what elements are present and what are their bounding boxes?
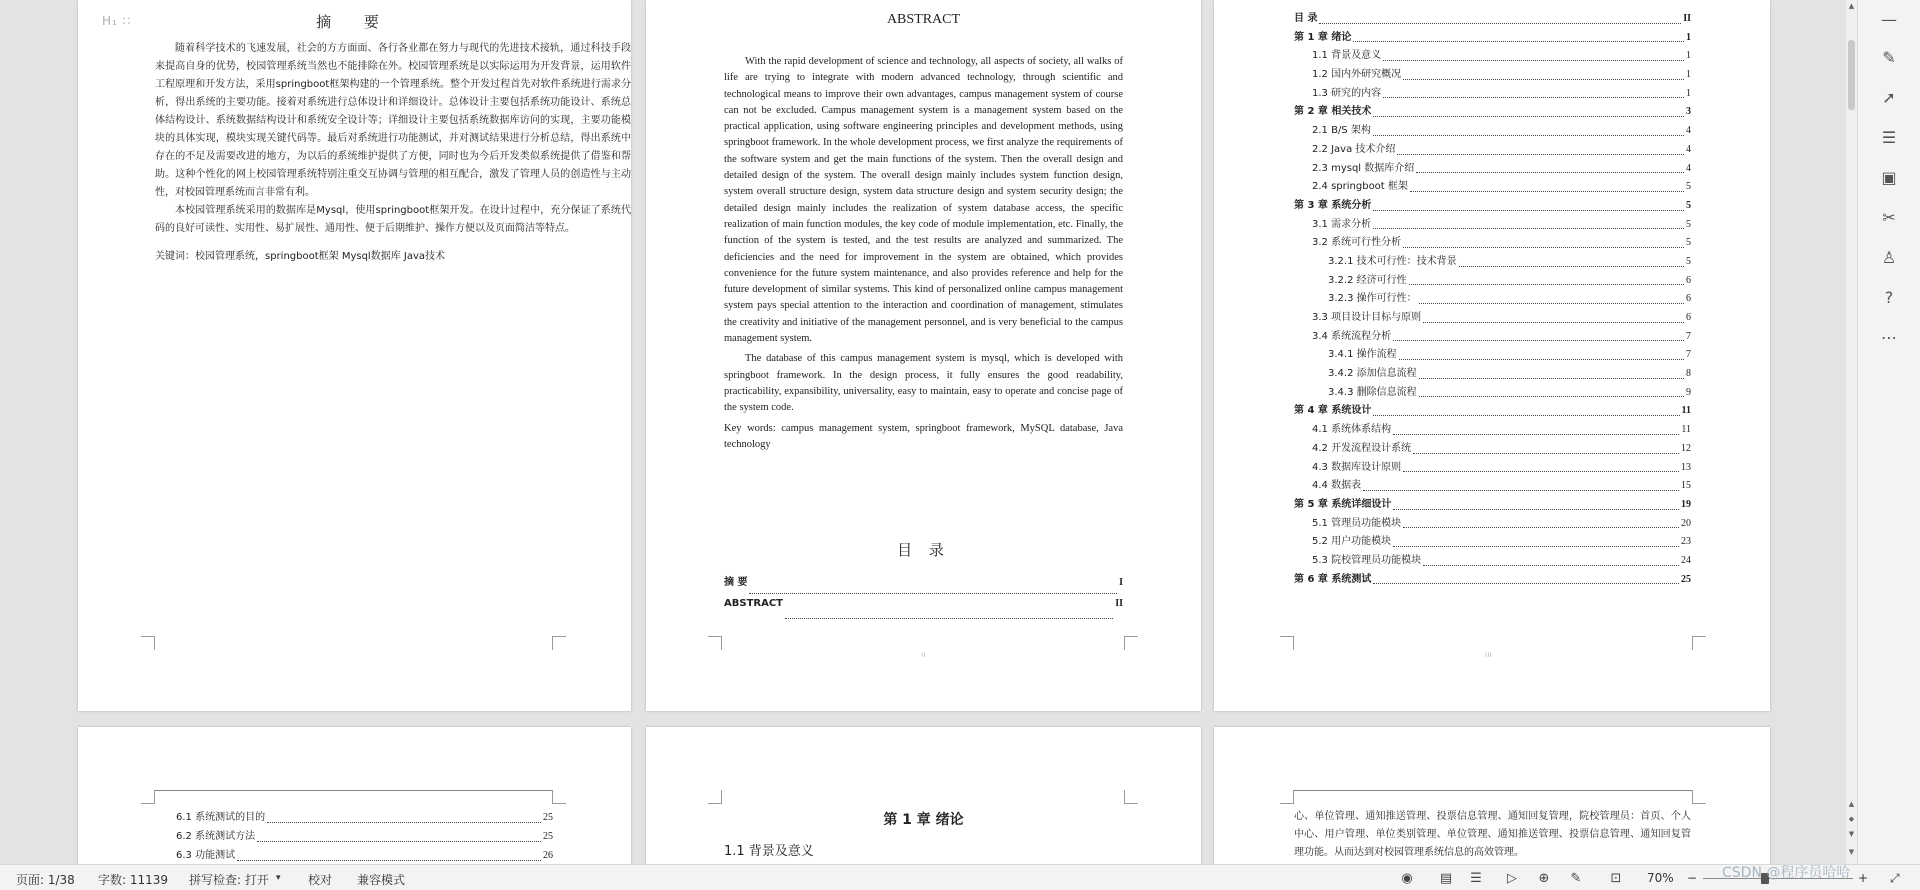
toc-entry-label: 1.3 研究的内容 [1312, 87, 1382, 99]
heading-style-icon[interactable]: H₁ ∷ [102, 14, 132, 28]
scroll-prev-page-icon[interactable]: ▲ [1848, 800, 1855, 808]
toc-entry[interactable] [1294, 532, 1691, 551]
toc-leader [237, 860, 541, 861]
toc-entry-page: 11 [1681, 405, 1691, 417]
toc-leader [1319, 23, 1681, 24]
toc-entry-label: 3.4 系统流程分析 [1312, 330, 1392, 342]
pen-edit-icon[interactable]: ✎ [1882, 47, 1896, 67]
toc-entry[interactable] [1294, 233, 1691, 252]
toc-entry-label: 3.2.1 技术可行性：技术背景 [1328, 255, 1457, 267]
toc-entry-label: 6.3 功能测试 [176, 850, 236, 861]
page-chinese-abstract[interactable] [78, 0, 631, 711]
crop-mark [1280, 636, 1294, 650]
crop-mark [1280, 790, 1294, 804]
toc-entry-label: 2.1 B/S 架构 [1312, 125, 1371, 137]
toc-entry-label: 4.1 系统体系结构 [1312, 424, 1392, 436]
page-chapter-1[interactable] [646, 727, 1201, 864]
toc-entry-page: 12 [1681, 442, 1691, 454]
proofread-button[interactable]: 校对 [308, 873, 333, 887]
toc-entry-page: 23 [1681, 536, 1691, 548]
compat-mode-label: 兼容模式 [357, 873, 406, 887]
word-count[interactable]: 字数: 11139 [98, 873, 169, 887]
toc-leader [1403, 527, 1679, 528]
page-english-abstract[interactable] [646, 0, 1201, 711]
keywords: Key words: campus management system, springboot framework, MySQL database, Java technology [724, 422, 1123, 450]
header-rule [155, 790, 553, 791]
toc-entry[interactable] [1294, 65, 1691, 84]
body-paragraph: 心、单位管理、通知推送管理、投票信息管理、通知回复管理，院校管理员：首页、个人中心、用户管理、单位类别管理、单位管理、通知推送管理、投票信息管理、通知回复管理功能。从而达到对校园管理系统信息的高效管理。 [1294, 811, 1691, 858]
toc-entry-label: 6.1 系统测试的目的 [176, 812, 266, 823]
scroll-up-icon[interactable]: ▲ [1848, 2, 1855, 10]
toc-entry-page: 1 [1686, 87, 1691, 99]
toc-entry-label: 3.2.3 操作可行性： [1328, 293, 1417, 305]
page-view-icon[interactable]: ▤ [1439, 870, 1453, 886]
toc-leader [1373, 228, 1684, 229]
toc-entry-label: 2.4 springboot 框架 [1312, 181, 1408, 193]
toc-entry-page: 1 [1686, 50, 1691, 62]
abstract-paragraph: 本校园管理系统采用的数据库是Mysql，使用springboot框架开发。在设计过程中，充分保证了系统代码的良好可读性、实用性、易扩展性、通用性、便于后期维护、操作方便以及页面简洁等特点。 [155, 205, 631, 234]
toc-entry[interactable] [1294, 514, 1691, 533]
toc-entry[interactable] [176, 827, 553, 846]
toc-entry[interactable] [1294, 439, 1691, 458]
toc-entry-page: 11 [1681, 424, 1691, 436]
crop-mark [1692, 790, 1706, 804]
toc-entry-page: 6 [1686, 293, 1691, 305]
toc-leader [1373, 135, 1684, 136]
page-title: ABSTRACT [886, 12, 961, 27]
toc-leader [749, 593, 1117, 594]
crop-mark [141, 636, 155, 650]
toc-leader [1409, 284, 1684, 285]
toc-leader [1399, 359, 1684, 360]
play-icon[interactable]: ▷ [1507, 870, 1517, 886]
toc-leader [1459, 266, 1684, 267]
scrollbar-thumb[interactable] [1848, 40, 1855, 110]
toc-leader [1363, 490, 1679, 491]
crop-mark [141, 790, 155, 804]
shirt-icon[interactable]: ♙ [1881, 247, 1897, 267]
fit-page-icon[interactable]: ⊡ [1610, 870, 1622, 886]
toc-entry[interactable] [1294, 289, 1691, 308]
zoom-in-icon[interactable]: + [1858, 871, 1869, 885]
toc-entry-label: 3.4.3 删除信息流程 [1328, 386, 1417, 398]
toc-entry-label: 3.1 需求分析 [1312, 218, 1372, 230]
toc-entry-label: 第 6 章 系统测试 [1294, 573, 1372, 585]
toc-entry[interactable] [1294, 551, 1691, 570]
toc-entry[interactable] [1294, 308, 1691, 327]
toc-entry[interactable] [1294, 364, 1691, 383]
abstract-paragraph: The database of this campus management system is mysql, which is developed with springboot framework. In the design process, it fully ensures the good readability, practicability, expansibility, universality, easy to maintain, easy to operate and concise page of the system code. [724, 353, 1123, 414]
toc-entry[interactable] [1294, 327, 1691, 346]
page-count[interactable]: 页面: 1/38 [16, 873, 75, 887]
crop-mark [1124, 790, 1138, 804]
table-of-contents [1294, 9, 1691, 588]
toc-entry-page: II [1115, 598, 1123, 609]
toc-entry-label: 4.3 数据库设计原则 [1312, 461, 1402, 473]
header-rule [1294, 790, 1692, 791]
toc-entry-label: 3.2.2 经济可行性 [1328, 274, 1407, 286]
toc-leader [1403, 471, 1679, 472]
toc-leader [1393, 434, 1679, 435]
toc-entry-label: 3.4.1 操作流程 [1328, 349, 1397, 361]
toc-entry-page: 26 [543, 850, 553, 861]
toc-entry-page: 15 [1681, 480, 1691, 492]
toc-entry[interactable] [1294, 196, 1691, 215]
toc-entry-page: 9 [1686, 386, 1691, 398]
toc-leader [1383, 60, 1684, 61]
toc-entry[interactable] [1294, 102, 1691, 121]
toc-entry-label: 4.2 开发流程设计系统 [1312, 442, 1412, 454]
toc-entry-label: 第 5 章 系统详细设计 [1294, 498, 1392, 510]
help-icon[interactable]: ? [1884, 287, 1894, 307]
toc-entry-page: 4 [1686, 125, 1691, 137]
image-tool-icon[interactable]: ▣ [1881, 167, 1897, 187]
crop-mark [1692, 636, 1706, 650]
toc-leader [1373, 116, 1684, 117]
toc-entry-page: 1 [1686, 31, 1691, 43]
page-title: 摘 要 [316, 13, 393, 31]
toc-entry-page: 1 [1686, 69, 1691, 81]
fullscreen-icon[interactable]: ⤢ [1890, 871, 1900, 885]
toc-entry[interactable] [1294, 271, 1691, 290]
toc-leader [257, 841, 541, 842]
toc-entry-page: 7 [1686, 349, 1691, 361]
toc-entry[interactable] [1294, 401, 1691, 420]
toc-entry[interactable] [1294, 84, 1691, 103]
chevron-down-icon[interactable]: ▾ [276, 873, 281, 883]
toc-entry-page: 6 [1686, 312, 1691, 323]
toc-entry-page: 5 [1686, 199, 1691, 211]
toc-entry-label: 第 1 章 绪论 [1294, 31, 1352, 43]
abstract-paragraph: 随着科学技术的飞速发展，社会的方方面面、各行各业都在努力与现代的先进技术接轨，通过科技手段来提高自身的优势，校园管理系统当然也不能排除在外。校园管理系统是以实际运用为开发背景，运用软件工程原理和开发方法，采用springboot框架构建的一个管理系统。整个开发过程首先对软件系统进行需求分析，得出系统的主要功能。接着对系统进行总体设计和详细设计。总体设计主要包括系统功能设计、系统总体结构设计、系统数据结构设计和系统安全设计等；详细设计主要包括系统数据库访问的实现，主要功能模块的具体实现，模块实现关键代码等。最后对系统进行功能测试，并对测试结果进行分析总结，得出系统中存在的不足及需要改进的地方，为以后的系统维护提供了方便，同时也为今后开发类似系统提供了借鉴和帮助。这种个性化的网上校园管理系统特别注重交互协调与管理的相互配合，激发了管理人员的创造性与主动性，对校园管理系统而言非常有利。 [155, 43, 631, 198]
toc-entry-label: 6.2 系统测试方法 [176, 831, 256, 842]
status-bar [0, 864, 1920, 890]
toc-entry-label: 1.2 国内外研究概况 [1312, 69, 1402, 81]
toc-entry-label: ABSTRACT [724, 598, 783, 609]
more-icon[interactable]: ⋯ [1881, 327, 1897, 347]
toc-entry-label: 5.2 用户功能模块 [1312, 536, 1392, 548]
toc-leader [1393, 546, 1679, 547]
toc-entry-page: 20 [1681, 517, 1691, 529]
toc-entry-page: 4 [1686, 143, 1691, 155]
toc-entry[interactable] [1294, 140, 1691, 159]
toc-leader [1419, 396, 1684, 397]
toc-entry[interactable] [1294, 121, 1691, 140]
toc-entry-page: 5 [1686, 237, 1691, 249]
toc-entry-page: 7 [1686, 330, 1691, 342]
toc-leader [1419, 378, 1684, 379]
toc-entry-label: 3.3 项目设计目标与原则 [1312, 312, 1422, 323]
page-toc[interactable] [1214, 0, 1770, 711]
toc-leader [1393, 509, 1679, 510]
toc-entry-page: 24 [1681, 554, 1691, 566]
toc-entry[interactable] [1294, 159, 1691, 178]
chapter-heading: 第 1 章 绪论 [883, 812, 964, 828]
toc-entry[interactable] [724, 598, 1123, 623]
page-toc-continued[interactable] [78, 727, 631, 864]
toc-entry-label: 第 2 章 相关技术 [1294, 106, 1372, 118]
toc-entry-page: 8 [1686, 368, 1691, 380]
toc-entry-label: 2.2 Java 技术介绍 [1312, 143, 1396, 155]
toc-entry[interactable] [1294, 215, 1691, 234]
toc-entry-label: 3.4.2 添加信息流程 [1328, 368, 1417, 380]
scroll-down-icon[interactable]: ▼ [1848, 848, 1855, 856]
zoom-out-icon[interactable]: − [1687, 871, 1698, 885]
toc-entry-page: 13 [1681, 461, 1691, 473]
toc-entry-label: 3.2 系统可行性分析 [1312, 237, 1402, 249]
toc-entry-label: 第 4 章 系统设计 [1294, 405, 1372, 417]
spell-check-toggle[interactable]: 拼写检查: 打开 [189, 873, 269, 887]
toc-leader [1397, 154, 1684, 155]
table-of-contents [724, 573, 1123, 623]
vertical-scrollbar[interactable] [1846, 0, 1857, 864]
page-body-text[interactable] [1214, 727, 1770, 864]
crop-mark [552, 790, 566, 804]
table-of-contents [176, 808, 553, 864]
toc-entry-label: 1.1 背景及意义 [1312, 50, 1382, 62]
section-heading: 1.1 背景及意义 [724, 844, 814, 859]
toc-entry-label: 5.1 管理员功能模块 [1312, 517, 1402, 529]
toc-leader [1373, 415, 1679, 416]
toc-leader [1373, 210, 1684, 211]
scroll-select-icon[interactable]: ◆ [1848, 815, 1855, 823]
toc-entry-page: 5 [1686, 218, 1691, 230]
toc-entry-label: 2.3 mysql 数据库介绍 [1312, 162, 1415, 174]
web-layout-icon[interactable]: ⊕ [1538, 870, 1550, 886]
toc-leader [1353, 41, 1684, 42]
toc-leader [1403, 247, 1684, 248]
toc-entry-page: 5 [1686, 255, 1691, 267]
toc-entry-label: 目 录 [1294, 13, 1318, 24]
toc-entry[interactable] [1294, 9, 1691, 28]
tools-icon[interactable]: ✂ [1882, 207, 1896, 227]
toc-entry-page: 25 [543, 831, 553, 842]
toc-entry[interactable] [1294, 458, 1691, 477]
toc-leader [1403, 79, 1684, 80]
toc-entry[interactable] [1294, 46, 1691, 65]
toc-entry[interactable] [1294, 495, 1691, 514]
toc-leader [1393, 340, 1684, 341]
toc-entry-page: 25 [1681, 573, 1691, 585]
toc-entry-label: 4.4 数据表 [1312, 480, 1362, 492]
scroll-next-page-icon[interactable]: ▼ [1848, 830, 1855, 838]
toc-entry-page: II [1683, 13, 1691, 24]
eye-icon[interactable]: ◉ [1401, 870, 1413, 886]
toc-entry-page: I [1119, 577, 1123, 588]
toc-entry-page: 19 [1681, 498, 1691, 510]
toc-leader [1419, 303, 1684, 304]
toc-entry[interactable] [724, 573, 1123, 598]
toc-entry-page: 6 [1686, 274, 1691, 286]
crop-mark [1124, 636, 1138, 650]
toc-leader [1410, 191, 1684, 192]
toc-entry[interactable] [176, 846, 553, 864]
toc-entry[interactable] [1294, 177, 1691, 196]
toc-leader [785, 618, 1113, 619]
outline-view-icon[interactable]: ☰ [1470, 870, 1482, 886]
toc-entry[interactable] [1294, 252, 1691, 271]
keywords: 关键词：校园管理系统，springboot框架 Mysql数据库 Java技术 [155, 251, 445, 262]
toc-entry-page: 3 [1686, 106, 1691, 118]
toc-entry-page: 5 [1686, 181, 1691, 193]
toc-entry-label: 第 3 章 系统分析 [1294, 199, 1372, 211]
collapse-icon[interactable]: — [1881, 9, 1897, 29]
toc-leader [1413, 453, 1679, 454]
crop-mark [708, 790, 722, 804]
toc-entry-label: 摘 要 [724, 577, 748, 588]
watermark: CSDN @程序员哈哈 [1722, 865, 1851, 881]
right-toolbar [1857, 0, 1920, 864]
toc-entry-label: 5.3 院校管理员功能模块 [1312, 554, 1422, 566]
page-marker: ııı [1485, 650, 1492, 659]
crop-mark [552, 636, 566, 650]
toc-entry[interactable] [1294, 28, 1691, 47]
toc-leader [1373, 583, 1679, 584]
toc-title: 目 录 [897, 541, 950, 559]
toc-leader [1416, 172, 1684, 173]
toc-leader [1383, 97, 1684, 98]
toc-entry[interactable] [1294, 383, 1691, 402]
pen-icon[interactable]: ✎ [1570, 870, 1582, 886]
toc-entry[interactable] [1294, 345, 1691, 364]
abstract-body [155, 40, 631, 266]
crop-mark [708, 636, 722, 650]
toc-entry[interactable] [1294, 476, 1691, 495]
select-cursor-icon[interactable]: ➚ [1882, 87, 1896, 107]
toc-entry[interactable] [1294, 420, 1691, 439]
toc-leader [1423, 565, 1679, 566]
adjust-icon[interactable]: ☰ [1881, 127, 1897, 147]
toc-entry[interactable] [1294, 570, 1691, 589]
page-marker: ıı [921, 650, 926, 659]
toc-entry-page: 25 [543, 812, 553, 823]
abstract-body [724, 54, 1123, 457]
zoom-level[interactable]: 70% [1647, 871, 1674, 885]
toc-entry-page: 4 [1686, 162, 1691, 174]
toc-leader [267, 822, 541, 823]
toc-entry[interactable] [176, 808, 553, 827]
abstract-paragraph: With the rapid development of science and technology, all aspects of society, all walks of life are trying to integrate with modern advanced technology, through scientific and technological means to improve their own advantages, campus management system of course can not be excluded. Campus management system is a management system based on the practical application, using software engineering principles and development methods, using springboot framework. In the whole development process, we first analyze the requirements of the software system and get the main functions of the system. Then the overall design and detailed design of the system. The overall design mainly includes system function design, system overall structure design, system data structure design and system security design; the detailed design mainly includes the realization of system database access, the specific realization of main function modules, the key code of module implementation, etc. Finally, the function of the system is tested, and the test results are analyzed and summarized. The deficiencies and the need for improvement in the system are obtained, which provides convenience for the future system maintenance, and also provides reference and help for the future development of similar systems. This kind of personalized online campus management system pays special attention to the interaction and coordination of management, stimulates the creativity and initiative of the management personnel, and is very beneficial to the campus management system. [724, 56, 1123, 345]
toc-leader [1423, 322, 1684, 323]
